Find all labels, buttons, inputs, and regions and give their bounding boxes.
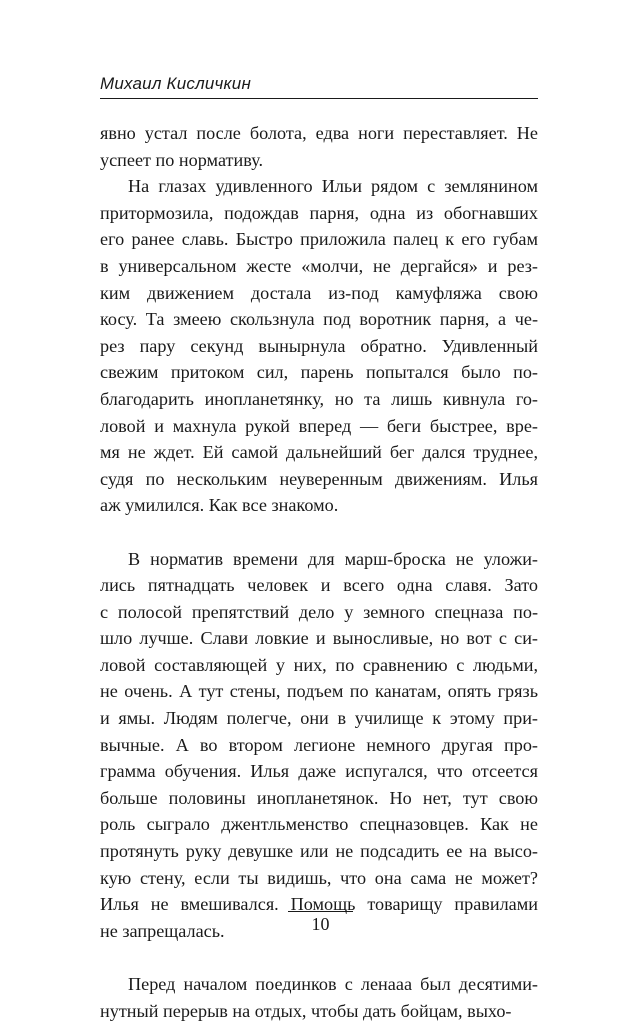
- text-line: притормозила, подождав парня, одна из обогнавших: [100, 202, 538, 223]
- text-line: нутный перерыв на отдых, чтобы дать бойцам, выхо-: [100, 1000, 512, 1021]
- paragraph-gap: [100, 944, 538, 971]
- text-line: вычные. А во втором легионе немного другая про-: [100, 734, 538, 755]
- footer-divider: [288, 911, 353, 912]
- header-divider: [100, 98, 538, 99]
- text-line: грамма обучения. Илья даже испугался, что отсеется: [100, 761, 538, 782]
- text-line: ловой составляющей у них, по сравнению с людьми,: [100, 654, 538, 675]
- text-line: с полосой препятствий дело у земного спецназа по-: [100, 601, 538, 622]
- running-header-author: Михаил Кисличкин: [100, 74, 251, 93]
- text-line: его ранее славь. Быстро приложила палец к его губам: [100, 229, 538, 250]
- text-line: лись пятнадцать человек и всего одна славя. Зато: [100, 575, 538, 596]
- paragraph: [100, 971, 538, 1024]
- body-text: [100, 120, 538, 1024]
- text-line: шло лучше. Слави ловкие и выносливые, но вот с си-: [100, 628, 538, 649]
- text-line: и ямы. Людям полегче, они в училище к этому при-: [100, 708, 538, 729]
- paragraph-gap: [100, 519, 538, 546]
- text-line: мя не ждет. Ей самой дальнейший бег дался труднее,: [100, 442, 538, 463]
- text-line: ловой и махнула рукой вперед — беги быстрее, вре-: [100, 415, 538, 436]
- text-line: благодарить инопланетянку, но та лишь кивнула го-: [100, 388, 538, 409]
- text-line: Илья не вмешивался. Помощь товарищу правилами: [100, 894, 538, 915]
- text-line: свежим притоком сил, парень попытался было по-: [100, 362, 538, 383]
- text-line: не очень. А тут стены, подъем по канатам, опять грязь: [100, 681, 538, 702]
- text-line: больше половины инопланетянок. Но нет, тут свою: [100, 787, 538, 808]
- text-line: протянуть руку девушке или не подсадить ее на высо-: [100, 841, 538, 862]
- text-line: кую стену, если ты видишь, что она сама не может?: [100, 867, 538, 888]
- text-line: успеет по нормативу.: [100, 149, 264, 170]
- text-line: рез пару секунд вынырнула обратно. Удивленный: [100, 335, 538, 356]
- paragraph: [100, 546, 538, 945]
- text-line: На глазах удивленного Ильи рядом с землянином: [128, 176, 538, 197]
- page-number: 10: [311, 914, 330, 934]
- text-line: косу. Та змеею скользнула под воротник парня, а че-: [100, 309, 538, 330]
- paragraph: [100, 173, 538, 519]
- text-line: явно устал после болота, едва ноги переставляет. Не: [100, 123, 538, 143]
- text-line: не запрещалась.: [100, 920, 225, 941]
- text-line: судя по нескольким неуверенным движениям. Илья: [100, 468, 538, 489]
- text-line: аж умилился. Как все знакомо.: [100, 495, 339, 516]
- text-line: В норматив времени для марш-броска не уложи-: [128, 548, 538, 569]
- text-line: роль сыграло джентльменство спецназовцев. Как не: [100, 814, 538, 835]
- text-line: ким движением достала из-под камуфляжа свою: [100, 282, 538, 303]
- text-line: в универсальном жесте «молчи, не дергайся» и рез-: [100, 255, 538, 276]
- text-line: Перед началом поединков с ленааа был десятими-: [128, 974, 538, 994]
- paragraph: [100, 120, 538, 173]
